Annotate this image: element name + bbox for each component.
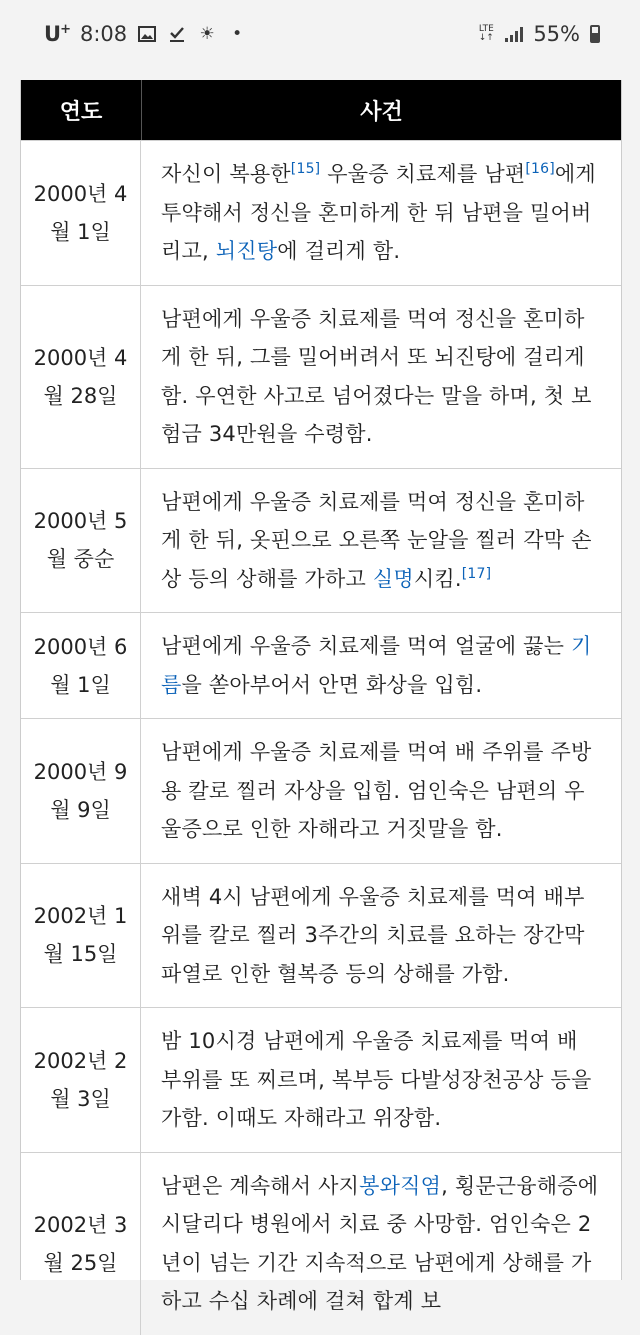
- clock: 8:08: [79, 22, 128, 46]
- battery-percent: 55%: [533, 22, 580, 46]
- event-text: , 횡문근융해증에 시달리다 병원에서 치료 중 사망함. 엄인숙은 2년이 넘는 기간 지속적으로 남편에게 상해를 가하고 수십 차례에 걸쳐 합계 보: [161, 1173, 599, 1313]
- year-cell: 2000년 4월 1일: [21, 141, 141, 285]
- event-cell: [141, 864, 621, 1008]
- event-text: 남편에게 우울증 치료제를 먹여 정신을 혼미하게 한 뒤, 그를 밀어버려서 또 뇌진탕에 걸리게 함. 우연한 사고로 넘어졌다는 말을 하며, 첫 보험금 34만원을 수령함.: [161, 306, 592, 446]
- event-cell: [141, 719, 621, 863]
- download-done-icon: [167, 24, 187, 44]
- year-cell: 2002년 1월 15일: [21, 864, 141, 1008]
- wiki-link[interactable]: 기름: [161, 634, 592, 697]
- battery-icon: [590, 25, 600, 43]
- carrier-label: U+: [44, 22, 70, 46]
- table-row: [21, 285, 621, 468]
- event-column-header: 사건: [360, 99, 403, 125]
- event-text: 남편에게 우울증 치료제를 먹여 얼굴에 끓는: [161, 634, 571, 658]
- footnote-link[interactable]: [16]: [525, 161, 555, 177]
- year-cell: 2002년 2월 3일: [21, 1008, 141, 1152]
- table-row: [21, 863, 621, 1008]
- event-text: 자신이 복용한: [161, 162, 291, 186]
- footnote-link[interactable]: [15]: [290, 161, 321, 177]
- footnote-link[interactable]: [17]: [461, 565, 492, 582]
- table-row: [21, 468, 621, 613]
- incident-table: [20, 80, 622, 1313]
- event-text: 남편에게 우울증 치료제를 먹여 배 주위를 주방용 칼로 찔러 자상을 입힘. 엄인숙은 남편의 우울증으로 인한 자해라고 거짓말을 함.: [161, 740, 592, 841]
- table-row: [21, 1007, 621, 1152]
- gallery-icon: [137, 24, 157, 44]
- status-left: [44, 22, 247, 46]
- signal-icon: [505, 26, 523, 42]
- event-text: 에 걸리게 함.: [277, 239, 401, 263]
- event-text: 우울증 치료제를 남편: [320, 162, 526, 186]
- wiki-link[interactable]: 실명: [372, 566, 414, 591]
- event-cell: [141, 1008, 621, 1152]
- year-cell: 2000년 6월 1일: [21, 613, 141, 718]
- network-type: LTE ↓↑: [478, 24, 494, 43]
- year-cell: 2000년 9월 9일: [21, 719, 141, 863]
- event-text: 새벽 4시 남편에게 우울증 치료제를 먹여 배부위를 칼로 찔러 3주간의 치료를 요하는 장간막파열로 인한 혈복증 등의 상해를 가함.: [161, 884, 585, 986]
- event-text: 남편에게 우울증 치료제를 먹여 정신을 혼미하게 한 뒤, 옷핀으로 오른쪽 눈알을 찔러 각막 손상 등의 상해를 가하고: [161, 489, 592, 591]
- year-cell: 2000년 4월 28일: [21, 286, 141, 468]
- year-cell: 2000년 5월 중순: [21, 469, 141, 613]
- wiki-link[interactable]: 뇌진탕: [215, 239, 278, 263]
- status-right: [477, 22, 600, 46]
- wiki-link[interactable]: 봉와직염: [359, 1173, 442, 1198]
- event-text: 에게 투약해서 정신을 혼미하게 한 뒤 남편을 밀어버리고,: [161, 162, 596, 263]
- event-text: 밤 10시경 남편에게 우울증 치료제를 먹여 배 부위를 또 찌르며, 복부등 다발성장천공상 등을 가함. 이때도 자해라고 위장함.: [161, 1029, 592, 1130]
- table-row: [21, 718, 621, 863]
- event-cell: [141, 1153, 621, 1335]
- year-column-header: 연도: [21, 80, 142, 140]
- table-row: [21, 1152, 621, 1335]
- table-header: [21, 80, 621, 140]
- event-text: 남편은 계속해서 사지: [161, 1173, 360, 1198]
- event-cell: [141, 286, 621, 468]
- status-bar: [0, 0, 640, 68]
- year-cell: 2002년 3월 25일: [21, 1153, 141, 1335]
- table-body: [21, 140, 621, 1335]
- event-cell: [141, 469, 621, 613]
- brightness-icon: ☀: [199, 24, 215, 44]
- event-text: 을 쏟아부어서 안면 화상을 입힘.: [181, 672, 483, 697]
- event-cell: [141, 141, 621, 285]
- event-text: 시킴.: [413, 566, 462, 591]
- notification-dot-icon: •: [232, 24, 243, 44]
- table-row: [21, 612, 621, 718]
- event-cell: [141, 613, 621, 718]
- table-row: [21, 140, 621, 285]
